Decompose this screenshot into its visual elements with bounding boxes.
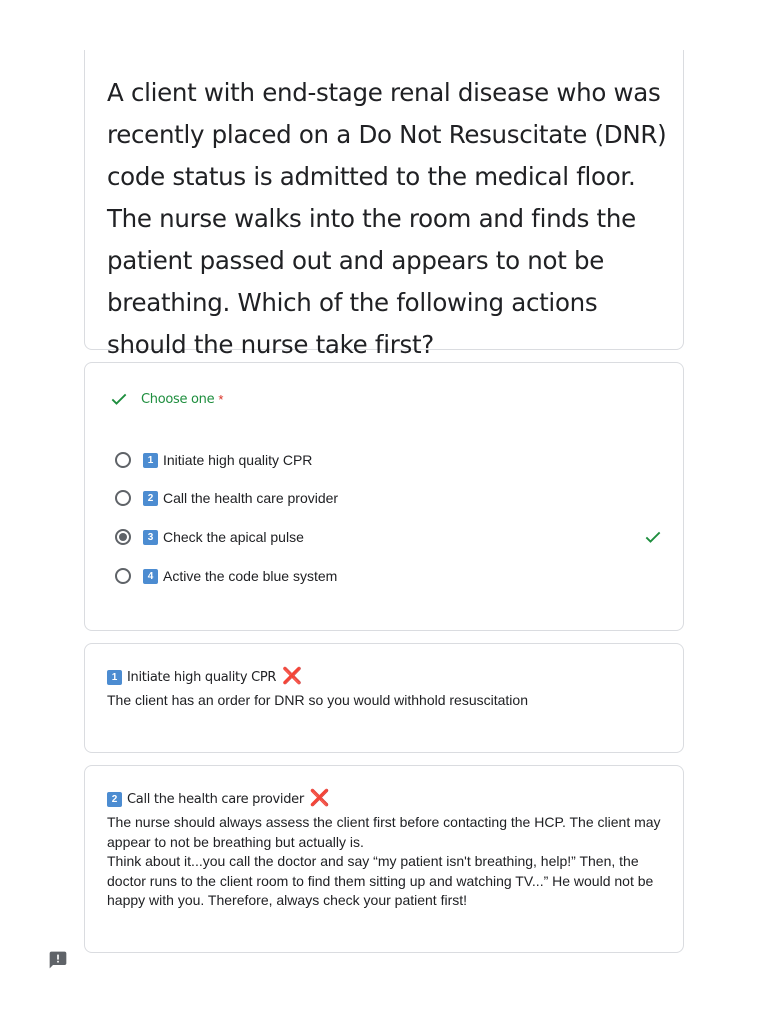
explanation-line: The nurse should always assess the client first before contacting the HCP. The client may appear to not be breathing but actually is. (107, 814, 661, 850)
radio-button[interactable] (115, 568, 131, 584)
number-badge-icon: 3 (143, 530, 158, 545)
explanation-line: Think about it...you call the doctor and say “my patient isn't breathing, help!” Then, the doctor runs to the client room to find them sitting up and watching TV...” He would not be happy with you. Therefore, always check your patient first! (107, 853, 654, 908)
option-2[interactable] (115, 486, 663, 510)
option-label: Call the health care provider (163, 490, 339, 506)
explanation-card-2 (84, 765, 684, 953)
option-label: Active the code blue system (163, 568, 338, 584)
explanation-header (107, 791, 330, 807)
check-icon (109, 389, 129, 409)
option-label: Check the apical pulse (163, 529, 304, 545)
number-badge-icon: 2 (107, 792, 122, 807)
number-badge-icon: 4 (143, 569, 158, 584)
option-1[interactable] (115, 448, 663, 472)
answer-card (84, 362, 684, 631)
cross-mark-icon: ❌ (309, 790, 330, 807)
number-badge-icon: 1 (107, 670, 122, 685)
cross-mark-icon: ❌ (282, 668, 303, 685)
choose-label: Choose one (141, 391, 215, 407)
explanation-body (107, 691, 667, 711)
option-3[interactable] (115, 525, 663, 549)
radio-button-selected[interactable] (115, 529, 131, 545)
radio-button[interactable] (115, 490, 131, 506)
radio-button[interactable] (115, 452, 131, 468)
question-text: A client with end-stage renal disease who was recently placed on a Do Not Resuscitate (DNR) code status is admitted to the medical floor. The nurse walks into the room and finds the patient passed out and appears to not be breathing. Which of the following actions should the nurse take first? (107, 78, 667, 359)
explanation-title: Initiate high quality CPR (127, 669, 277, 685)
explanation-body (107, 813, 667, 911)
option-label: Initiate high quality CPR (163, 452, 313, 468)
question-card (84, 50, 684, 359)
feedback-icon[interactable] (48, 950, 68, 970)
option-4[interactable] (115, 564, 663, 588)
explanation-line: The client has an order for DNR so you would withhold resuscitation (107, 692, 528, 708)
required-mark: * (218, 391, 224, 407)
number-badge-icon: 2 (143, 491, 158, 506)
explanation-header (107, 669, 302, 685)
number-badge-icon: 1 (143, 453, 158, 468)
choose-header (109, 389, 223, 409)
check-icon (643, 527, 663, 547)
explanation-title: Call the health care provider (127, 791, 304, 807)
explanation-card-1 (84, 643, 684, 753)
